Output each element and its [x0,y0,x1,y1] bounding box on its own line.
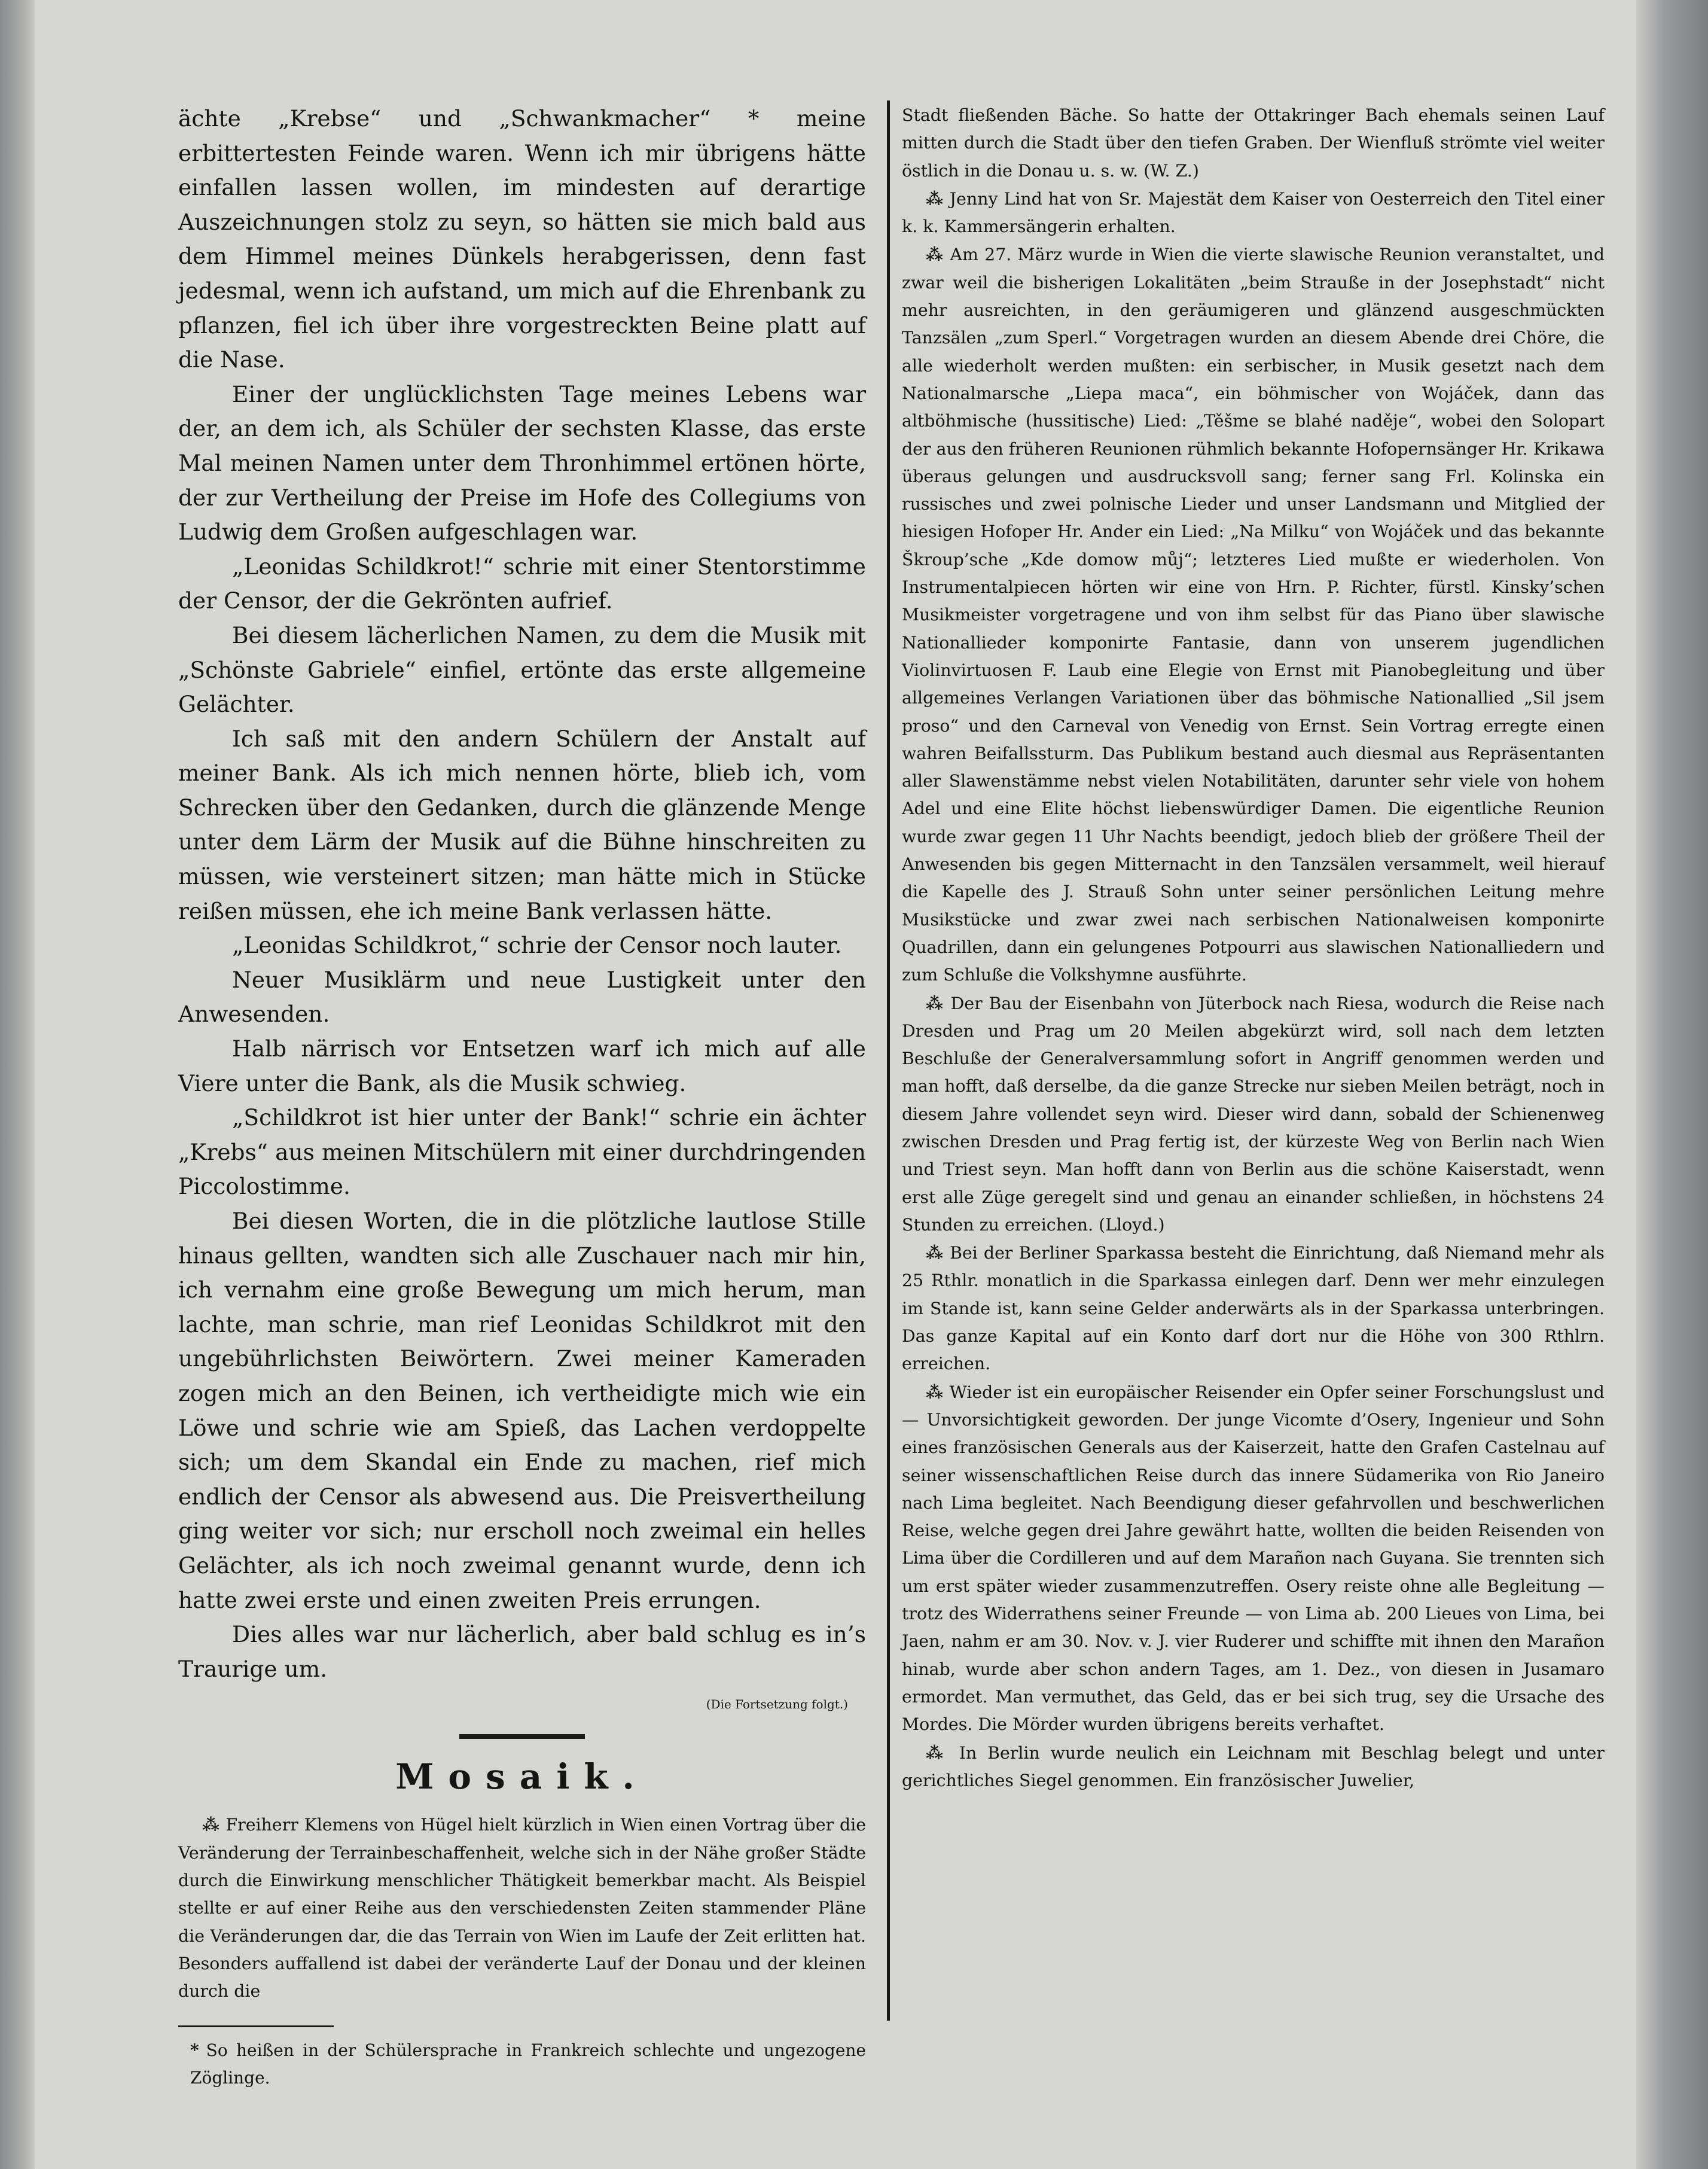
story-paragraph: ächte „Krebse“ und „Schwankmacher“ * meine erbittertesten Feinde waren. Wenn ich mir übrigens hätte einfallen lassen wollen, im mindesten auf derartige Auszeichnungen stolz zu seyn, so hätten sie mich bald aus dem Himmel meines Dünkels herabgerissen, denn fast jedesmal, wenn ich aufstand, um mich auf die Ehrenbank zu pflanzen, fiel ich über ihre vorgestreckten Beine platt auf die Nase. [178,105,866,373]
news-item [902,1378,1605,1739]
right-scan-edge [1636,0,1708,2169]
story-paragraph: „Leonidas Schildkrot,“ schrie der Censor noch lauter. [232,932,842,959]
story-paragraph: Neuer Musiklärm und neue Lustigkeit unter den Anwesenden. [178,966,866,1028]
item-mark: ⁂ [926,1381,944,1402]
item-mark: ⁂ [202,1814,220,1835]
news-item [902,989,1605,1239]
story-paragraph: Einer der unglücklichsten Tage meines Lebens war der, an dem ich, als Schüler der sechsten Klasse, das erste Mal meinen Namen unter dem Thronhimmel ertönen hörte, der zur Vertheilung der Preise im Hofe des Collegiums von Ludwig dem Großen aufgeschlagen war. [178,380,866,546]
news-item [902,185,1605,241]
left-scan-edge [0,0,35,2169]
section-head-rule [459,1734,585,1739]
newspaper-page [35,0,1636,2169]
story-paragraph: „Leonidas Schildkrot!“ schrie mit einer Stentorstimme der Censor, der die Gekrönten aufrief. [178,553,866,614]
news-item-text: Der Bau der Eisenbahn von Jüterbock nach Riesa, wodurch die Reise nach Dresden und Prag um 20 Meilen abgekürzt wird, soll nach dem letzten Beschluße der Generalversammlung sofort in Angriff genommen werden und man hofft, daß derselbe, da die ganze Strecke nur sieben Meilen beträgt, noch in diesem Jahre vollendet seyn wird. Dieser wird dann, sobald der Schienenweg zwischen Dresden und Prag fertig ist, der kürzeste Weg von Berlin nach Wien und Triest seyn. Man hofft dann von Berlin aus die schöne Kaiserstadt, wenn erst alle Züge geregelt sind und genau an einander schließen, in höchstens 24 Stunden zu erreichen. (Lloyd.) [902,993,1605,1235]
story-paragraph: Bei diesem lächerlichen Namen, zu dem die Musik mit „Schönste Gabriele“ einfiel, ertönte das erste allgemeine Gelächter. [178,622,866,718]
story-paragraph: Dies alles war nur lächerlich, aber bald schlug es in’s Traurige um. [178,1621,866,1682]
news-item-text: Bei der Berliner Sparkassa besteht die Einrichtung, daß Niemand mehr als 25 Rthlr. monatlich in die Sparkassa einlegen darf. Denn wer mehr einzulegen im Stande ist, kann seine Gelder anderwärts als in der Sparkassa unterbringen. Das ganze Kapital auf ein Konto darf dort nur die Höhe von 300 Rthlrn. erreichen. [902,1243,1605,1374]
item-mark: ⁂ [926,1242,944,1263]
right-column [884,102,1605,2076]
footnote-mark: * [190,2040,199,2061]
news-item-text: Wieder ist ein europäischer Reisender ein Opfer seiner Forschungslust und — Unvorsichtigkeit geworden. Der junge Vicomte d’Osery, Ingenieur und Sohn eines französischen Generals aus der Kaiserzeit, hatte den Grafen Castelnau auf seiner wissenschaftlichen Reise durch das innere Südamerika von Rio Janeiro nach Lima begleitet. Nach Beendigung dieser gefahrvollen und beschwerlichen Reise, welche gegen drei Jahre gewährt hatte, wollten die beiden Reisenden von Lima über die Cordilleren und auf dem Marañon nach Guyana. Sie trennten sich um erst später wieder zusammenzutreffen. Osery reiste ohne alle Begleitung — trotz des Widerrathens seiner Freunde — von Lima ab. 200 Lieues von Lima, bei Jaen, nahm er am 30. Nov. v. J. vier Ruderer und schiffte mit ihnen den Marañon hinab, wurde aber schon andern Tages, am 1. Dez., von diesen in Jusamaro ermordet. Man vermuthet, das Geld, das er bei sich trug, sey die Ursache des Mordes. Die Mörder wurden übrigens bereits verhaftet. [902,1382,1605,1735]
item-mark: ⁂ [926,244,944,265]
story-paragraph: Halb närrisch vor Entsetzen warf ich mich auf alle Viere unter die Bank, als die Musik schwieg. [178,1035,866,1096]
continued-note: (Die Fortsetzung folgt.) [706,1697,848,1712]
item-mark: ⁂ [926,188,944,209]
footnote-rule [178,2025,334,2027]
news-item-text: Am 27. März wurde in Wien die vierte slawische Reunion veranstaltet, und zwar weil die bisherigen Lokalitäten „beim Strauße in der Josephstadt“ nicht mehr ausreichten, in den geräumigeren und glänzend ausgeschmückten Tanzsälen „zum Sperl.“ Vorgetragen wurden an diesem Abende drei Chöre, die alle wiederholt werden mußten: ein serbischer, in Musik gesetzt nach dem Nationalmarsche „Liepa maca“, ein böhmischer von Wojáček, dann das altböhmische (hussitische) Lied: „Těšme se blahé naděje“, wobei den Solopart der aus den früheren Reunionen rühmlich bekannte Hofopernsänger Hr. Krikawa überaus gelungen und ausdrucksvoll sang; ferner sang Frl. Kolinska ein russisches und zwei polnische Lieder und unser Landsmann und Mitglied der hiesigen Hofoper Hr. Ander ein Lied: „Na Milku“ von Wojáček und das bekannte Škroup’sche „Kde domow můj“; letzteres Lied mußte er wiederholen. Von Instrumentalpiecen hörten wir eine von Hrn. P. Richter, fürstl. Kinsky’schen Musikmeister vorgetragene und von ihm selbst für das Piano über slawische Nationallieder komponirte Fantasie, dann von unserem jugendlichen Violinvirtuosen F. Laub eine Elegie von Ernst mit Pianobegleitung und über allgemeines Verlangen Variationen über das böhmische Nationallied „Sil jsem proso“ und den Carneval von Venedig von Ernst. Sein Vortrag erregte einen wahren Beifallssturm. Das Publikum bestand auch diesmal aus Repräsentanten aller Slawenstämme nebst vielen Notabilitäten, darunter sehr viele von hohem Adel und eine Elite höchst liebenswürdiger Damen. Die eigentliche Reunion wurde zwar gegen 11 Uhr Nachts beendigt, jedoch blieb der größere Theil der Anwesenden bis gegen Mitternacht in den Tanzsälen versammelt, weil hierauf die Kapelle des J. Strauß Sohn unter seiner persönlichen Leitung mehre Musikstücke und zwar zwei nach serbischen Nationalweisen komponirte Quadrillen, dann ein gelungenes Potpourri aus slawischen Nationalliedern und zum Schluße die Volkshymne ausführte. [902,245,1605,985]
news-item-text: In Berlin wurde neulich ein Leichnam mit Beschlag belegt und unter gerichtliches Siegel genommen. Ein französischer Juwelier, [902,1742,1605,1790]
left-column [178,102,866,2088]
news-item [902,1739,1605,1795]
section-title: Mosaik. [395,1756,649,1798]
mosaik-section [178,1811,866,2005]
news-item [902,1239,1605,1378]
footnote [178,2037,866,2092]
footnote-text: So heißen in der Schülersprache in Frankreich schlechte und ungezogene Zöglinge. [190,2040,866,2088]
story-paragraph: Bei diesen Worten, die in die plötzliche lautlose Stille hinaus gellten, wandten sich alle Zuschauer nach mir hin, ich vernahm eine große Bewegung um mich herum, man lachte, man schrie, man rief Leonidas Schildkrot mit den ungebührlichsten Beiwörtern. Zwei meiner Kameraden zogen mich an den Beinen, ich vertheidigte mich wie ein Löwe und schrie wie am Spieß, das Lachen verdoppelte sich; um dem Skandal ein Ende zu machen, rief mich endlich der Censor als abwesend aus. Die Preisvertheilung ging weiter vor sich; nur erscholl noch zweimal ein helles Gelächter, als ich noch zweimal genannt wurde, denn ich hatte zwei erste und einen zweiten Preis errungen. [178,1208,866,1613]
item-mark: ⁂ [926,992,944,1013]
mosaik-paragraph [178,1811,866,2005]
item-mark: ⁂ [926,1742,948,1763]
story-paragraph: „Schildkrot ist hier unter der Bank!“ schrie ein ächter „Krebs“ aus meinen Mitschülern mit einer durchdringenden Piccolostimme. [178,1104,866,1200]
news-item [902,240,1605,989]
news-item-text: Jenny Lind hat von Sr. Majestät dem Kaiser von Oesterreich den Titel einer k. k. Kammersängerin erhalten. [902,188,1605,237]
mosaik-paragraph-text: Freiherr Klemens von Hügel hielt kürzlich in Wien einen Vortrag über die Veränderung der Terrainbeschaffenheit, welche sich in der Nähe großer Städte durch die Einwirkung menschlicher Thätigkeit bemerkbar macht. Als Beispiel stellte er auf einer Reihe aus den verschiedensten Zeiten stammender Pläne die Veränderungen dar, die das Terrain von Wien im Laufe der Zeit erlitten hat. Besonders auffallend ist dabei der veränderte Lauf der Donau und der kleinen durch die [178,1815,866,2002]
story-paragraph: Ich saß mit den andern Schülern der Anstalt auf meiner Bank. Als ich mich nennen hörte, blieb ich, vom Schrecken über den Gedanken, durch die glänzende Menge unter dem Lärm der Musik auf die Bühne hinschreiten zu müssen, wie versteinert sitzen; man hätte mich in Stücke reißen müssen, ehe ich meine Bank verlassen hätte. [178,725,866,924]
continuation-paragraph: Stadt fließenden Bäche. So hatte der Ottakringer Bach ehemals seinen Lauf mitten durch die Stadt über den tiefen Graben. Der Wienfluß strömte viel weiter östlich in die Donau u. s. w. (W. Z.) [902,105,1605,181]
